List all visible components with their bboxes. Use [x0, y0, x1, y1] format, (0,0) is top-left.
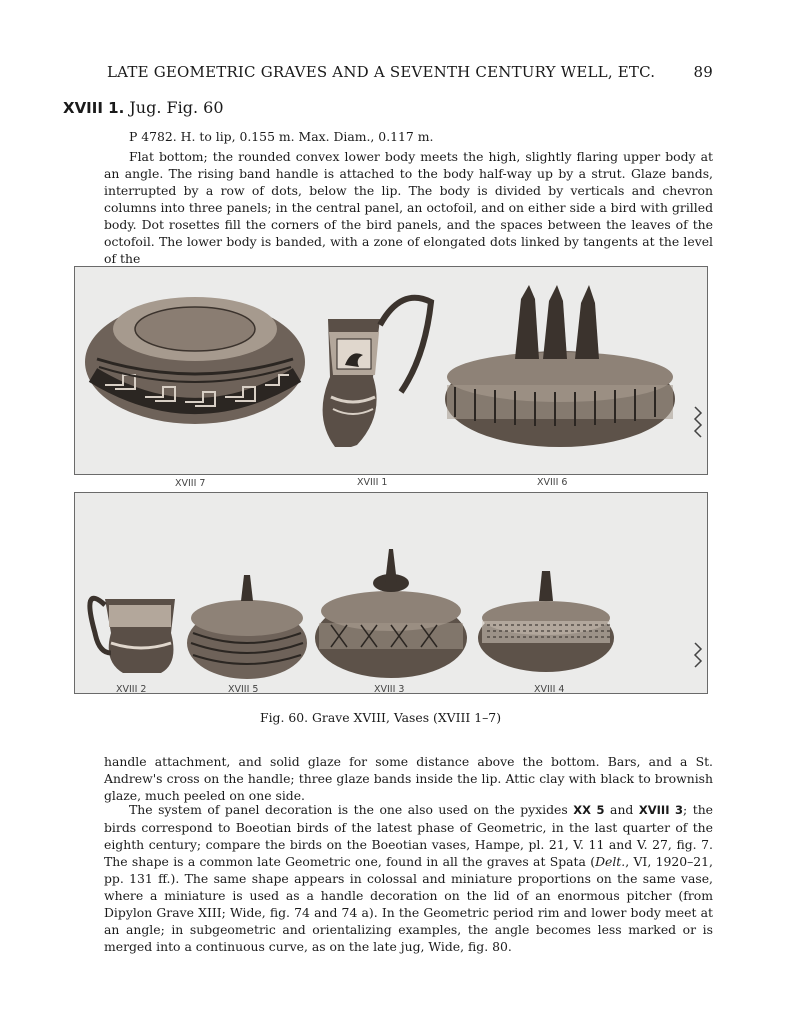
vase-xviii-4 — [478, 571, 701, 672]
discussion-text-1: The system of panel decoration is the one also used on the pyxides — [129, 802, 574, 817]
page-number: 89 — [693, 63, 713, 81]
figure-plate-bottom — [74, 492, 708, 694]
vase-xviii-1 — [323, 298, 431, 447]
label-xviii-6: XVIII 6 — [537, 477, 568, 488]
cross-ref-xviii-3: XVIII 3 — [638, 803, 684, 817]
discussion-text-2: and — [604, 802, 639, 817]
figure-plate-top — [74, 266, 708, 475]
label-xviii-4: XVIII 4 — [534, 684, 565, 695]
measurements: P 4782. H. to lip, 0.155 m. Max. Diam., 0.117 m. — [129, 129, 434, 144]
vase-xviii-7 — [85, 297, 305, 424]
entry-title: Jug. Fig. 60 — [129, 98, 224, 117]
vases-bottom-photo — [75, 493, 707, 693]
entry-heading — [63, 98, 224, 117]
vase-xviii-5 — [187, 575, 307, 679]
vase-xviii-6 — [445, 285, 701, 447]
entry-number: XVIII 1. — [63, 99, 125, 117]
label-xviii-2: XVIII 2 — [116, 684, 147, 695]
vase-xviii-2 — [90, 598, 175, 673]
running-title: LATE GEOMETRIC GRAVES AND A SEVENTH CENTURY WELL, ETC. — [107, 63, 656, 81]
discussion-text-4: , VI, 1920–21, pp. 131 ff.). The same shape appears in colossal and miniature proportions on the same vase, where a miniature is used as a handle decoration on the lid of an enormous pitcher (from Dipylon Grave XIII; Wide, fig. 74 and 74 a). In the Geometric period rim and lower body meet at an angle; in subgeometric and orientalizing examples, the angle becomes less marked or is merged into a continuous curve, as on the late jug, Wide, fig. 80. — [104, 854, 713, 954]
discussion-paragraph — [104, 801, 713, 955]
figure-caption: Fig. 60. Grave XVIII, Vases (XVIII 1–7) — [260, 710, 502, 725]
label-xviii-7: XVIII 7 — [175, 478, 206, 489]
label-xviii-3: XVIII 3 — [374, 684, 405, 695]
vases-top-photo — [75, 267, 707, 474]
label-xviii-5: XVIII 5 — [228, 684, 259, 695]
description-continuation: handle attachment, and solid glaze for some distance above the bottom. Bars, and a St. Andrew's cross on the handle; three glaze bands inside the lip. Attic clay with black to brownish glaze, much peeled on one side. — [104, 754, 713, 803]
description-paragraph: Flat bottom; the rounded convex lower body meets the high, slightly flaring upper body at an angle. The rising band handle is attached to the body half-way up by a strut. Glaze bands, interrupted by a row of dots, below the lip. The body is divided by verticals and chevron columns into three panels; in the central panel, an octofoil, and on either side a bird with grilled body. Dot rosettes fill the corners of the bird panels, and the spaces between the leaves of the octofoil. The lower body is banded, with a zone of elongated dots linked by tangents at the level of the — [104, 149, 713, 266]
citation-delt: Delt. — [595, 854, 626, 869]
cross-ref-xx-5: XX 5 — [573, 803, 605, 817]
discussion-text-3: ; the birds correspond to Boeotian birds of the latest phase of Geometric, in the last quarter of the eighth century; compare the birds on the Boeotian vases, Hampe, pl. 21, V. 11 and V. 27, fig. 7. The shape is a common late Geometric one, found in all the graves at Spata ( — [104, 802, 714, 869]
vase-xviii-3 — [315, 549, 467, 678]
label-xviii-1: XVIII 1 — [357, 477, 388, 488]
